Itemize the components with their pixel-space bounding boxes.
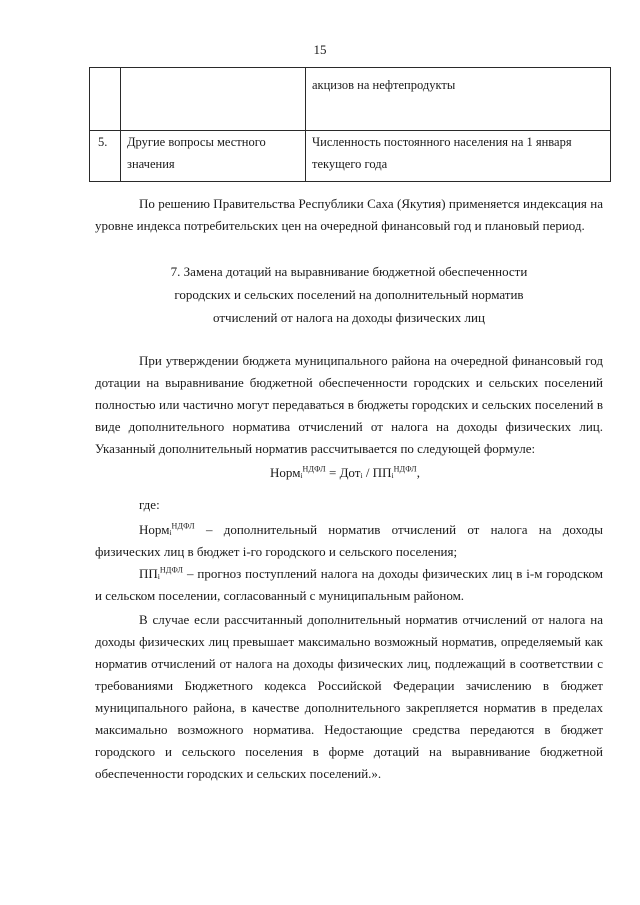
formula-rhs-superscript: НДФЛ (393, 464, 417, 474)
definition-pp-superscript: НДФЛ (159, 565, 184, 575)
definition-norm-symbol: Нормᵢ (139, 522, 172, 537)
formula-lhs-superscript: НДФЛ (302, 464, 326, 474)
formula-lhs: Нормᵢ (270, 465, 303, 480)
definition-norm-text: – дополнительный норматив отчислений от налога на доходы физических лиц в бюджет i-го городского и сельского поселения; (95, 522, 603, 559)
where-label: где: (139, 497, 160, 512)
issue-name-cell: Другие вопросы местного значения (121, 131, 306, 182)
definition-norm-superscript: НДФЛ (171, 521, 195, 531)
row-number-cell (90, 68, 121, 131)
indicator-cell: акцизов на нефтепродукты (306, 68, 611, 131)
case-paragraph: В случае если рассчитанный дополнительный норматив отчислений от налога на доходы физических лиц превышает максимально возможный норматив, определяемый как норматив отчислений от налога на доходы физических лиц, подлежащий в соответствии с требованиями Бюджетного кодекса Российской Федерации зачислению в бюджет муниципального района, в качестве дополнительного закрепляется норматив в пределах максимально возможного норматива. Недостающие средства передаются в бюджет городского и сельского поселения в форме дотаций на выравнивание бюджетной обеспеченности городских и сельских поселений.». (95, 612, 603, 781)
formula (270, 465, 420, 481)
definition-pp-text: – прогноз поступлений налога на доходы физических лиц в i-м городском и сельском поселении, согласованный с муниципальным районом. (95, 566, 603, 603)
definition-pp-symbol: ППᵢ (139, 566, 160, 581)
formula-end: , (416, 465, 421, 480)
issue-name-cell (121, 68, 306, 131)
section-heading-line-2: городских и сельских поселений на дополнительный норматив (174, 287, 524, 302)
row-number-cell: 5. (90, 131, 121, 182)
issues-table (89, 67, 611, 182)
formula-middle: = Дотᵢ / ППᵢ (325, 465, 394, 480)
table-row (90, 68, 611, 131)
definition-norm (95, 519, 603, 563)
page-number: 15 (313, 42, 327, 57)
definition-pp (95, 563, 603, 607)
indicator-cell: Численность постоянного населения на 1 января текущего года (306, 131, 611, 182)
table-row (90, 131, 611, 182)
section-heading (95, 260, 603, 329)
approval-paragraph: При утверждении бюджета муниципального района на очередной финансовый год дотации на выравнивание бюджетной обеспеченности городских и сельских поселений полностью или частично могут передаваться в бюджеты городских и сельских поселений в виде дополнительного норматива отчислений от налога на доходы физических лиц. Указанный дополнительный норматив рассчитывается по следующей формуле: (95, 353, 603, 456)
indexation-paragraph: По решению Правительства Республики Саха (Якутия) применяется индексация на уровне индекса потребительских цен на очередной финансовый год и плановый период. (95, 196, 603, 233)
section-heading-line-3: отчислений от налога на доходы физических лиц (213, 310, 485, 325)
section-heading-line-1: 7. Замена дотаций на выравнивание бюджетной обеспеченности (170, 264, 528, 279)
